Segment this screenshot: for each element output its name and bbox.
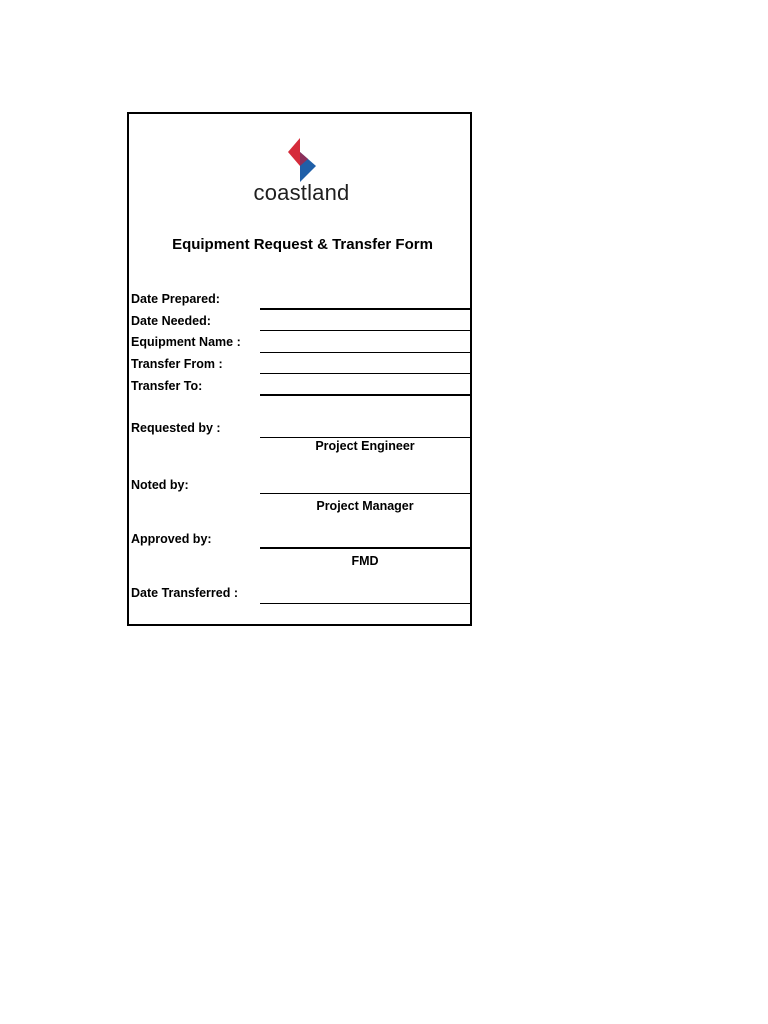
noted-by-signature-line[interactable] <box>260 493 470 494</box>
date-transferred-line[interactable] <box>260 603 470 604</box>
logo-wordmark: coastland <box>253 180 350 205</box>
transfer-to-line[interactable] <box>260 394 470 396</box>
equipment-name-label: Equipment Name : <box>131 335 241 349</box>
requested-by-signature-line[interactable] <box>260 437 470 438</box>
date-needed-label: Date Needed: <box>131 314 211 328</box>
date-needed-line[interactable] <box>260 330 470 331</box>
noted-by-label: Noted by: <box>131 478 189 492</box>
approved-by-role: FMD <box>351 554 379 568</box>
requested-by-label: Requested by : <box>131 421 221 435</box>
noted-by-role: Project Manager <box>316 499 414 513</box>
requested-by-role: Project Engineer <box>315 439 415 453</box>
transfer-from-line[interactable] <box>260 373 470 374</box>
equipment-name-line[interactable] <box>260 352 470 353</box>
form-title: Equipment Request & Transfer Form <box>172 236 433 253</box>
approved-by-label: Approved by: <box>131 532 212 546</box>
transfer-from-label: Transfer From : <box>131 357 223 371</box>
date-prepared-line[interactable] <box>260 308 470 310</box>
equipment-request-form <box>127 112 472 626</box>
date-transferred-label: Date Transferred : <box>131 586 238 600</box>
transfer-to-label: Transfer To: <box>131 379 203 393</box>
approved-by-signature-line[interactable] <box>260 547 470 549</box>
date-prepared-label: Date Prepared: <box>131 292 220 306</box>
coastland-logo-icon <box>288 138 320 182</box>
